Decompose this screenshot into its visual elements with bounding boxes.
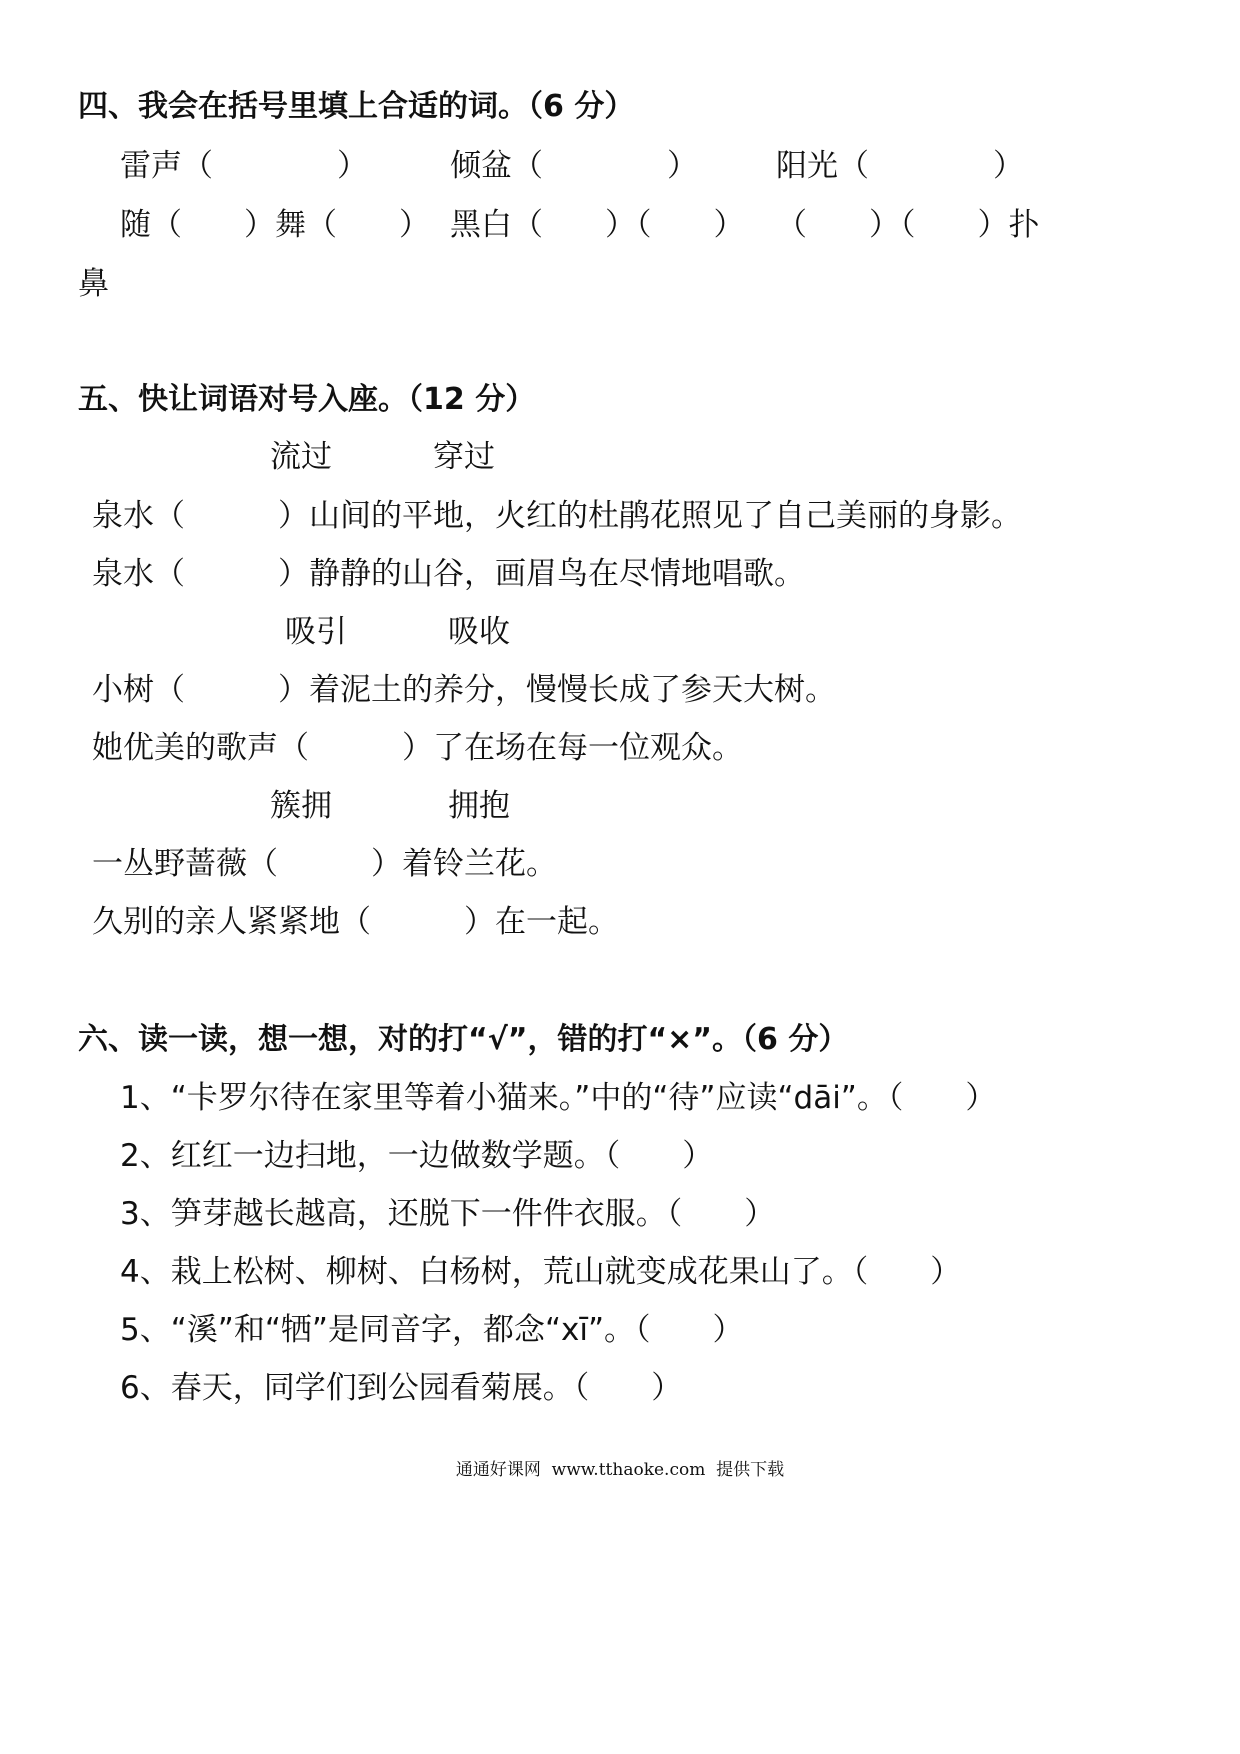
s5-sentence: 她优美的歌声（ ）了在场在每一位观众。 xyxy=(92,730,743,766)
s4-blank-1: 雷声（ ） xyxy=(120,148,368,184)
page-footer: 通通好课网 www.tthaoke.com 提供下载 xyxy=(455,1460,785,1480)
s4-blank-3: 阳光（ ） xyxy=(776,148,1024,184)
section-5-title: 五、快让词语对号入座。（12 分） xyxy=(78,382,536,417)
section-4-title: 四、我会在括号里填上合适的词。（6 分） xyxy=(78,89,635,124)
s4-blank-4: 随（ ）舞（ ） xyxy=(120,207,430,243)
s5-sentence: 一丛野蔷薇（ ）着铃兰花。 xyxy=(92,846,557,882)
s5-sentence: 小树（ ）着泥土的养分，慢慢长成了参天大树。 xyxy=(92,672,836,708)
s6-item: 4、栽上松树、柳树、白杨树，荒山就变成花果山了。（ ） xyxy=(120,1254,962,1290)
s5-sentence: 泉水（ ）静静的山谷，画眉鸟在尽情地唱歌。 xyxy=(92,556,805,592)
s4-blank-5: 黑白（ ）（ ） xyxy=(450,207,745,243)
s5-word-option: 吸收 xyxy=(448,614,510,650)
s5-sentence: 久别的亲人紧紧地（ ）在一起。 xyxy=(92,904,619,940)
s5-word-option: 簇拥 xyxy=(270,788,332,824)
s5-word-option: 吸引 xyxy=(285,614,347,650)
s5-word-option: 穿过 xyxy=(433,439,495,475)
section-6-title: 六、读一读，想一想，对的打“√”，错的打“×”。（6 分） xyxy=(78,1022,849,1057)
s4-blank-2: 倾盆（ ） xyxy=(450,148,698,184)
s6-item: 3、笋芽越长越高，还脱下一件件衣服。（ ） xyxy=(120,1196,776,1232)
s5-word-option: 拥抱 xyxy=(448,788,510,824)
s6-item: 5、“溪”和“牺”是同音字，都念“xī”。（ ） xyxy=(120,1312,744,1348)
s6-item: 6、春天，同学们到公园看菊展。（ ） xyxy=(120,1370,683,1406)
s4-blank-6: （ ）（ ）扑 xyxy=(776,207,1040,243)
s6-item: 2、红红一边扫地，一边做数学题。（ ） xyxy=(120,1138,714,1174)
s6-item: 1、“卡罗尔待在家里等着小猫来。”中的“待”应读“dāi”。（ ） xyxy=(120,1080,997,1116)
s5-word-option: 流过 xyxy=(270,439,332,475)
s5-sentence: 泉水（ ）山间的平地，火红的杜鹃花照见了自己美丽的身影。 xyxy=(92,498,1022,534)
s4-blank-6-cont: 鼻 xyxy=(78,266,109,302)
